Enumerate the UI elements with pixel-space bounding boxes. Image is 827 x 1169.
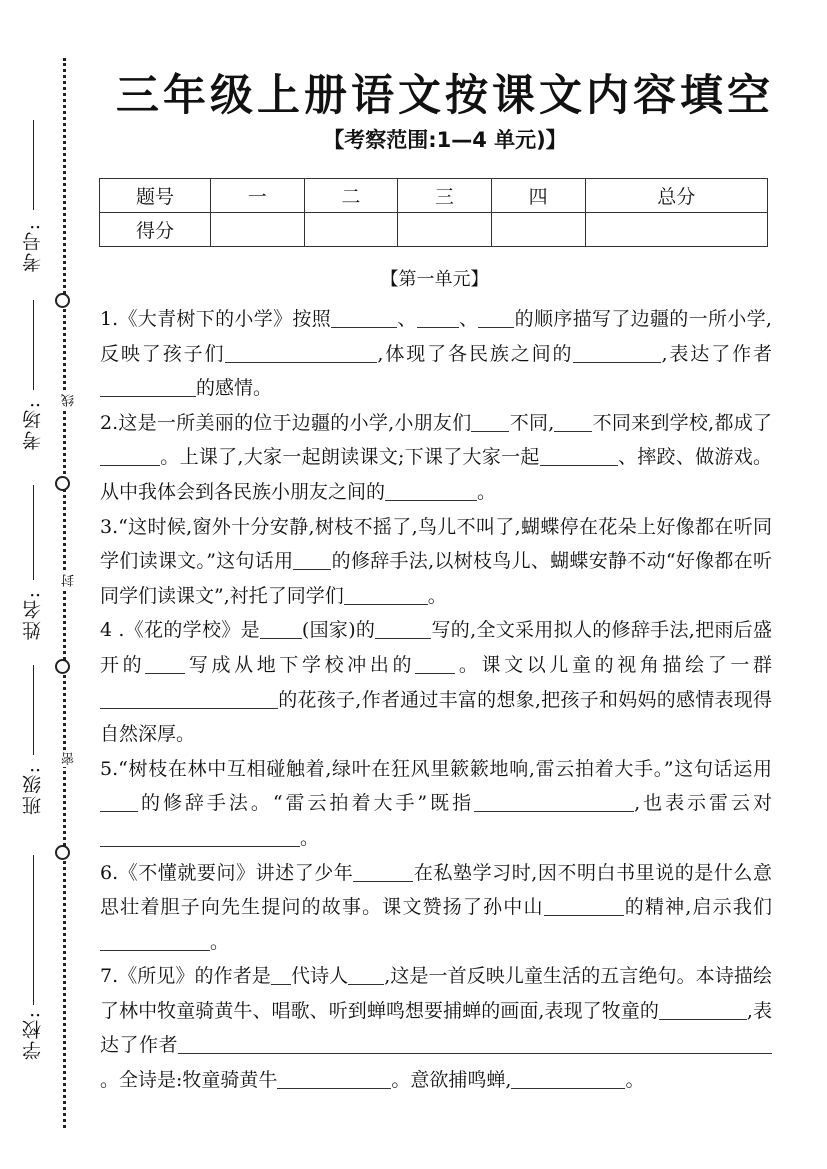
- score-col-total: 总分: [585, 179, 768, 213]
- question-5: 5.“树枝在林中互相碰触着,绿叶在狂风里簌簌地响,雷云拍着大手。”这句话运用的修辞手法。“雷云拍着大手”既指 ,也表示雷云对。: [100, 757, 772, 849]
- kaohao-line: [33, 120, 34, 210]
- answer-blank[interactable]: [260, 618, 302, 639]
- question-list: [100, 302, 772, 1098]
- answer-blank[interactable]: [540, 445, 618, 466]
- question-2: 2.这是一所美丽的位于边疆的小学,小朋友们 不同, 不同来到学校,都成了。上课了,大家一起朗读课文;下课了大家一起 、摔跤、做游戏。从中我体会到各民族小朋友之间的 。: [100, 411, 772, 503]
- score-cell[interactable]: [211, 213, 305, 247]
- question-7: 7.《所见》的作者是 代诗人 ,这是一首反映儿童生活的五言绝句。本诗描绘了林中牧童骑黄牛、唱歌、听到蝉鸣想要捕蝉的画面,表现了牧童的 ,表达了作者。全诗是:牧童骑黄牛 。意欲捕鸣蝉, 。: [100, 965, 772, 1092]
- question-4: 4 .《花的学校》是 (国家)的 写的,全文采用拟人的修辞手法,把雨后盛开的 写成从地下学校冲出的 。课文以儿童的视角描绘了一群的花孩子,作者通过丰富的想象,把孩子和妈妈的感情表现得自然深厚。: [100, 619, 772, 746]
- answer-blank[interactable]: [415, 653, 455, 674]
- answer-blank[interactable]: [100, 376, 196, 397]
- answer-blank[interactable]: [100, 688, 278, 709]
- xuexiao-label: 学校:: [22, 1010, 44, 1061]
- xingming-line: [33, 485, 34, 580]
- score-col-3: 三: [398, 179, 492, 213]
- answer-blank[interactable]: [100, 930, 210, 951]
- answer-blank[interactable]: [277, 1068, 391, 1089]
- answer-blank[interactable]: [145, 653, 185, 674]
- answer-blank[interactable]: [348, 964, 384, 985]
- answer-blank[interactable]: [225, 342, 377, 363]
- answer-blank[interactable]: [344, 584, 428, 605]
- score-cell[interactable]: [491, 213, 585, 247]
- score-col-1: 一: [211, 179, 305, 213]
- kaohao-label: 考号:: [22, 222, 44, 273]
- answer-blank[interactable]: [353, 861, 413, 882]
- answer-blank[interactable]: [573, 342, 661, 363]
- score-row-label: 得分: [100, 213, 211, 247]
- banji-label: 班级:: [22, 765, 44, 816]
- feng-mark: 封: [62, 574, 77, 587]
- question-6: 6.《不懂就要问》讲述了少年 在私塾学习时,因不明白书里说的是什么意思壮着胆子向先生提问的故事。课文赞扬了孙中山 的精神,启示我们。: [100, 861, 772, 953]
- binding-hole: [55, 845, 70, 860]
- page-title: 三年级上册语文按课文内容填空: [116, 71, 774, 121]
- xingming-label: 姓名:: [22, 590, 44, 641]
- kaochang-line: [33, 300, 34, 390]
- answer-blank[interactable]: [544, 895, 624, 916]
- score-cell[interactable]: [398, 213, 492, 247]
- question-3: 3.“这时候,窗外十分安静,树枝不摇了,鸟儿不叫了,蝴蝶停在花朵上好像都在听同学们读课文。”这句话用 的修辞手法,以树枝鸟儿、蝴蝶安静不动“好像都在听同学们读课文”,衬托了同学们 。: [100, 515, 772, 607]
- answer-blank[interactable]: [100, 826, 300, 847]
- answer-blank[interactable]: [375, 618, 431, 639]
- score-col-4: 四: [491, 179, 585, 213]
- mi-mark: 密: [62, 752, 77, 765]
- binding-hole: [55, 659, 70, 674]
- unit-heading: 【第一单元】: [380, 269, 489, 290]
- score-cell[interactable]: [304, 213, 398, 247]
- answer-blank[interactable]: [100, 791, 138, 812]
- answer-blank[interactable]: [385, 480, 477, 501]
- answer-blank[interactable]: [293, 549, 331, 570]
- answer-blank[interactable]: [331, 307, 397, 328]
- page-subtitle: 【考察范围:1—4 单元)】: [323, 128, 567, 152]
- kaochang-label: 考场:: [22, 400, 44, 451]
- score-table: [99, 178, 768, 247]
- score-header-row: [100, 179, 768, 213]
- binding-hole: [55, 293, 70, 308]
- answer-blank[interactable]: [474, 791, 634, 812]
- answer-blank[interactable]: [417, 307, 459, 328]
- answer-blank[interactable]: [178, 1034, 568, 1055]
- score-value-row: [100, 213, 768, 247]
- xuexiao-line: [33, 855, 34, 1005]
- answer-blank[interactable]: [511, 1068, 625, 1089]
- score-col-2: 二: [304, 179, 398, 213]
- score-header-label: 题号: [100, 179, 211, 213]
- question-1: 1.《大青树下的小学》按照 、 、 的顺序描写了边疆的一所小学,反映了孩子们 ,体现了各民族之间的 ,表达了作者的感情。: [100, 308, 772, 400]
- answer-blank[interactable]: [271, 964, 291, 985]
- binding-margin: [0, 0, 95, 1169]
- answer-blank[interactable]: [471, 411, 509, 432]
- answer-blank[interactable]: [568, 1034, 772, 1055]
- score-cell[interactable]: [585, 213, 768, 247]
- banji-line: [33, 665, 34, 755]
- answer-blank[interactable]: [659, 999, 747, 1020]
- answer-blank[interactable]: [478, 307, 514, 328]
- answer-blank[interactable]: [554, 411, 592, 432]
- cut-line: [63, 58, 66, 1128]
- binding-hole: [55, 476, 70, 491]
- xian-mark: 线: [62, 394, 77, 407]
- answer-blank[interactable]: [100, 445, 160, 466]
